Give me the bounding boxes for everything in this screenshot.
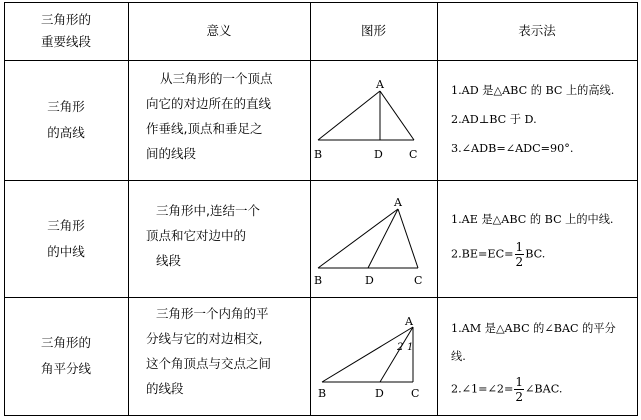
table-border-bottom	[4, 415, 638, 416]
altitude-meaning-cell	[128, 60, 310, 180]
bisector-expression-1-line1: 1.AM 是△ABC 的∠BAC 的平分	[451, 322, 616, 335]
bisector-name-line1: 三角形的	[40, 335, 91, 350]
bisector-expression-1-line2: 线.	[451, 350, 466, 363]
bisector-fraction-denominator: 2	[515, 390, 524, 404]
median-meaning-line2: 顶点和它对边中的	[146, 228, 247, 243]
median-expression-1: 1.AE 是△ABC 的 BC 上的中线.	[451, 213, 614, 226]
altitude-figure-side-ab	[318, 91, 380, 140]
altitude-figure	[310, 60, 437, 180]
bisector-label-c: C	[411, 387, 420, 400]
bisector-meaning-line1: 三角形一个内角的平	[156, 306, 269, 321]
header-segment-type	[4, 2, 128, 60]
altitude-meaning-line4: 间的线段	[146, 146, 197, 161]
bisector-angle-1-label: 1	[407, 342, 414, 353]
median-label-a: A	[394, 196, 402, 209]
altitude-name-line1: 三角形	[47, 99, 85, 114]
median-label-b: B	[314, 274, 323, 287]
table-border-right	[637, 2, 638, 416]
altitude-name-line2: 的高线	[47, 125, 85, 140]
bisector-label-b: B	[318, 387, 327, 400]
bisector-label-d: D	[375, 387, 384, 400]
header-meaning	[128, 2, 310, 60]
median-fraction-half	[515, 240, 525, 269]
bisector-expression-2-suffix: ∠BAC.	[525, 382, 563, 396]
median-figure-median	[368, 209, 398, 268]
bisector-meaning-cell	[128, 297, 310, 415]
altitude-label-b: B	[314, 148, 323, 161]
median-fraction-denominator: 2	[515, 255, 524, 269]
altitude-name-cell	[4, 60, 128, 180]
header-segment-type-line2: 重要线段	[40, 34, 91, 49]
median-notation-cell	[437, 180, 637, 297]
bisector-meaning-line4: 的线段	[146, 381, 184, 396]
median-meaning-line3: 线段	[156, 253, 182, 268]
bisector-fraction-half	[514, 375, 524, 404]
altitude-meaning-line2: 向它的对边所在的直线	[146, 96, 272, 111]
median-meaning-cell	[128, 180, 310, 297]
altitude-notation-cell	[437, 60, 637, 180]
median-fraction-numerator: 1	[515, 240, 524, 254]
bisector-notation-cell	[437, 297, 637, 415]
header-segment-type-line1: 三角形的	[40, 12, 91, 27]
bisector-meaning-line2: 分线与它的对边相交,	[146, 331, 263, 346]
header-notation-label: 表示法	[518, 23, 556, 38]
bisector-figure-side-ab	[322, 327, 413, 382]
altitude-expression-1: 1.AD 是△ABC 的 BC 上的高线.	[451, 84, 615, 97]
altitude-expression-2: 2.AD⊥BC 于 D.	[451, 113, 537, 126]
median-expression-2-suffix: BC.	[525, 247, 546, 261]
altitude-label-d: D	[374, 148, 383, 161]
bisector-name-cell	[4, 297, 128, 415]
line-segments-table	[4, 2, 638, 416]
bisector-angle-2-label: 2	[397, 342, 404, 353]
bisector-figure	[310, 297, 437, 415]
header-meaning-label: 意义	[206, 23, 232, 38]
altitude-meaning-line1: 从三角形的一个顶点	[160, 71, 273, 86]
median-expression-2	[451, 240, 637, 269]
bisector-meaning-line3: 这个角顶点与交点之间	[146, 356, 272, 371]
median-name-cell	[4, 180, 128, 297]
altitude-meaning-line3: 作垂线,顶点和垂足之	[146, 121, 263, 136]
header-figure	[310, 2, 437, 60]
bisector-expression-2	[451, 375, 637, 404]
altitude-expression-3: 3.∠ADB=∠ADC=90°.	[451, 142, 574, 155]
median-expression-2-prefix: 2.BE=EC=	[451, 247, 514, 261]
altitude-label-a: A	[376, 78, 384, 91]
bisector-figure-bisector	[380, 327, 413, 382]
median-label-d: D	[365, 274, 374, 287]
median-figure	[310, 180, 437, 297]
median-figure-side-ab	[318, 209, 398, 268]
header-notation	[437, 2, 637, 60]
bisector-label-a: A	[405, 315, 413, 328]
bisector-fraction-numerator: 1	[515, 375, 524, 389]
median-figure-side-ac	[398, 209, 418, 268]
altitude-label-c: C	[409, 148, 418, 161]
median-meaning-line1: 三角形中,连结一个	[156, 203, 260, 218]
median-name-line1: 三角形	[47, 217, 85, 233]
median-label-c: C	[414, 274, 423, 287]
altitude-figure-side-ac	[380, 91, 414, 140]
bisector-name-line2: 角平分线	[40, 361, 91, 376]
bisector-expression-2-prefix: 2.∠1=∠2=	[451, 382, 514, 396]
header-figure-label: 图形	[360, 23, 386, 38]
median-name-line2: 的中线	[47, 243, 85, 259]
